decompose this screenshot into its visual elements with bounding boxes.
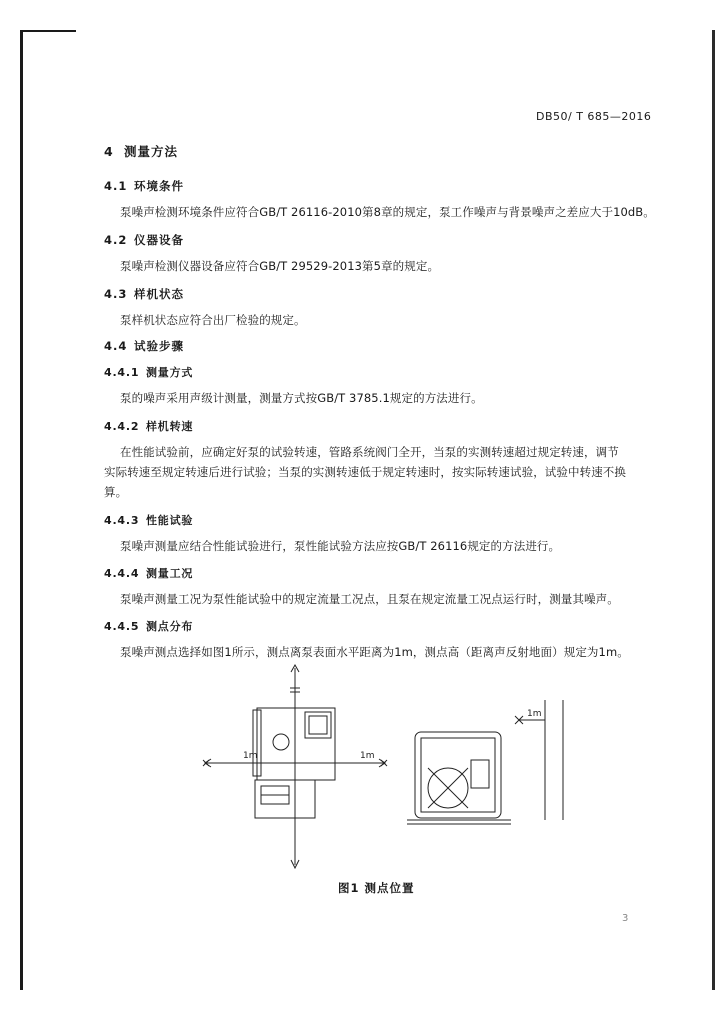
- section-number: 4.4.5: [104, 620, 140, 633]
- figure-label-1m-left: 1m: [243, 751, 258, 761]
- section-number: 4.4.4: [104, 567, 140, 580]
- section-number: 4.2: [104, 233, 128, 247]
- section-4-4-1-body: 泵的噪声采用声级计测量，测量方式按GB/T 3785.1规定的方法进行。: [120, 391, 483, 405]
- section-title: 样机转速: [146, 420, 194, 433]
- figure-1-caption: 图1 测点位置: [338, 881, 415, 895]
- section-title: 测点分布: [146, 620, 194, 633]
- section-4-4-2-heading: [104, 418, 193, 434]
- section-number: 4.4.3: [104, 514, 140, 527]
- section-number: 4.1: [104, 179, 128, 193]
- section-title: 性能试验: [146, 514, 194, 527]
- page-right-border: [712, 30, 715, 990]
- page-left-border: [20, 30, 23, 990]
- section-title: 仪器设备: [134, 233, 184, 247]
- section-4-4-3-heading: [104, 512, 193, 528]
- section-title: 测量方法: [124, 144, 179, 159]
- section-title: 测量方式: [146, 366, 194, 379]
- section-4-heading: [104, 142, 178, 160]
- section-4-4-3-body: 泵噪声测量应结合性能试验进行，泵性能试验方法应按GB/T 26116规定的方法进行。: [120, 539, 561, 553]
- figure-label-1m-right: 1m: [360, 751, 375, 761]
- section-number: 4: [104, 144, 114, 159]
- section-4-1-heading: [104, 178, 184, 194]
- section-title: 测量工况: [146, 567, 194, 580]
- section-number: 4.3: [104, 287, 128, 301]
- section-title: 试验步骤: [134, 339, 184, 353]
- section-4-4-1-heading: [104, 364, 193, 380]
- section-4-4-2-line-2: 实际转速至规定转速后进行试验；当泵的实测转速低于规定转速时，按实际转速试验，试验中转速不换: [104, 465, 626, 479]
- pump-top-view-body: [257, 708, 335, 780]
- section-title: 样机状态: [134, 287, 184, 301]
- section-title: 环境条件: [134, 179, 184, 193]
- section-number: 4.4: [104, 339, 128, 353]
- section-4-4-heading: [104, 338, 184, 354]
- section-4-4-5-body: 泵噪声测点选择如图1所示，测点离泵表面水平距离为1m，测点高（距离声反射地面）规定为1m。: [120, 645, 629, 659]
- page-number: 3: [622, 913, 629, 924]
- pump-impeller-circle: [273, 734, 289, 750]
- section-number: 4.4.2: [104, 420, 140, 433]
- section-4-4-2-line-1: 在性能试验前，应确定好泵的试验转速，管路系统阀门全开，当泵的实测转速超过规定转速，调节: [120, 445, 619, 459]
- section-number: 4.4.1: [104, 366, 140, 379]
- page-top-rule: [20, 30, 76, 32]
- section-4-4-4-heading: [104, 565, 193, 581]
- section-4-3-body: 泵样机状态应符合出厂检验的规定。: [120, 313, 306, 327]
- figure-1-diagram: [195, 660, 595, 875]
- section-4-4-2-line-3: 算。: [104, 485, 128, 499]
- section-4-3-heading: [104, 286, 184, 302]
- figure-label-1m-top: 1m: [527, 709, 542, 719]
- section-4-2-body: 泵噪声检测仪器设备应符合GB/T 29529-2013第5章的规定。: [120, 259, 440, 273]
- section-4-2-heading: [104, 232, 184, 248]
- standard-code: DB50/ T 685—2016: [536, 110, 652, 123]
- section-4-4-5-heading: [104, 618, 193, 634]
- section-4-4-4-body: 泵噪声测量工况为泵性能试验中的规定流量工况点，且泵在规定流量工况点运行时，测量其噪声。: [120, 592, 619, 606]
- section-4-1-body: 泵噪声检测环境条件应符合GB/T 26116-2010第8章的规定，泵工作噪声与背景噪声之差应大于10dB。: [120, 205, 655, 219]
